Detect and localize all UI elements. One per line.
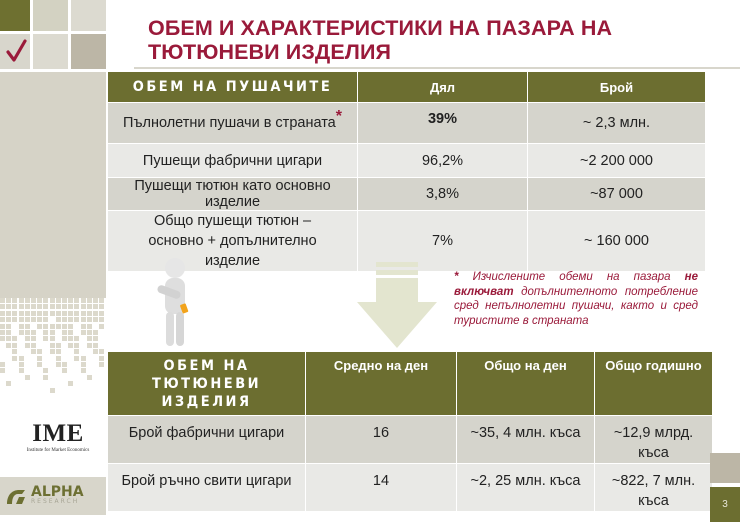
deco-tile — [0, 0, 30, 31]
deco-pixel — [50, 388, 55, 393]
deco-pixel — [99, 349, 104, 354]
deco-pixel — [25, 298, 30, 303]
deco-pixel — [99, 324, 104, 329]
deco-pixel — [50, 304, 55, 309]
deco-pixel — [56, 349, 61, 354]
deco-pixel — [74, 356, 79, 361]
deco-pixel — [31, 336, 36, 341]
deco-pixel — [93, 343, 98, 348]
deco-pixel — [6, 317, 11, 322]
deco-pixel — [62, 336, 67, 341]
header-count: Брой — [528, 72, 706, 103]
deco-pixel — [6, 330, 11, 335]
deco-tile — [33, 0, 68, 31]
deco-pixel — [50, 324, 55, 329]
deco-pixel — [68, 304, 73, 309]
deco-pixel — [12, 317, 17, 322]
deco-pixel — [93, 298, 98, 303]
table-row — [108, 178, 706, 211]
deco-pixel — [56, 317, 61, 322]
deco-pixel — [99, 356, 104, 361]
deco-pixel — [12, 298, 17, 303]
deco-pixel — [99, 304, 104, 309]
row-label — [108, 103, 358, 144]
deco-pixel — [25, 336, 30, 341]
deco-pixel — [87, 324, 92, 329]
footnote-emphasis: не включват — [454, 271, 698, 298]
page-number: 3 — [710, 487, 740, 522]
deco-pixel — [43, 336, 48, 341]
deco-pixel — [87, 375, 92, 380]
deco-pixel — [81, 311, 86, 316]
deco-pixel — [99, 311, 104, 316]
deco-pixel — [50, 330, 55, 335]
deco-pixel — [37, 298, 42, 303]
header-products-volume: ОБЕМ НА ТЮТЮНЕВИ ИЗДЕЛИЯ — [108, 352, 306, 416]
deco-pixel — [93, 311, 98, 316]
products-table — [107, 351, 713, 512]
count-value: ~87 000 — [528, 178, 706, 211]
deco-pixel — [87, 336, 92, 341]
deco-pixel — [68, 324, 73, 329]
deco-pixel — [25, 375, 30, 380]
deco-pixel — [68, 311, 73, 316]
deco-pixel — [37, 362, 42, 367]
table-row — [108, 144, 706, 178]
deco-pixel — [62, 330, 67, 335]
avg-day-value: 14 — [306, 464, 457, 512]
table-header-row — [108, 352, 713, 416]
deco-pixel — [43, 304, 48, 309]
smokers-table — [107, 71, 706, 272]
deco-pixel — [37, 311, 42, 316]
deco-pixel — [12, 343, 17, 348]
deco-pixel — [6, 343, 11, 348]
row-label: Пушещи фабрични цигари — [108, 144, 358, 178]
deco-pixel — [19, 356, 24, 361]
deco-pixel — [81, 330, 86, 335]
deco-pixel — [0, 330, 5, 335]
deco-pixel — [56, 362, 61, 367]
table-row — [108, 103, 706, 144]
deco-pixel — [12, 336, 17, 341]
deco-pixel — [0, 336, 5, 341]
deco-pixel — [0, 324, 5, 329]
deco-pixel — [87, 304, 92, 309]
deco-pixel — [62, 317, 67, 322]
title-divider — [134, 67, 740, 69]
row-label: Пушещи тютюн като основно изделие — [108, 178, 358, 211]
deco-pixel — [68, 343, 73, 348]
deco-pixel — [87, 311, 92, 316]
alpha-logo-name: ALPHA — [31, 484, 84, 500]
checkmark-icon — [6, 38, 28, 64]
row-label-text: Пълнолетни пушачи в страната — [123, 115, 336, 131]
deco-pixel — [74, 349, 79, 354]
deco-pixel — [87, 330, 92, 335]
total-day-value: ~2, 25 млн. къса — [457, 464, 595, 512]
deco-pixel — [81, 368, 86, 373]
deco-pixel — [0, 298, 5, 303]
deco-pixel — [19, 311, 24, 316]
deco-panel — [0, 72, 106, 298]
deco-pixel — [43, 317, 48, 322]
footnote-marker: * — [454, 271, 459, 283]
share-value: 39% — [358, 103, 528, 144]
deco-pixel — [19, 304, 24, 309]
deco-pixel — [31, 304, 36, 309]
total-day-value: ~35, 4 млн. къса — [457, 416, 595, 464]
table-row — [108, 464, 713, 512]
count-value: ~2 200 000 — [528, 144, 706, 178]
header-total-day: Общо на ден — [457, 352, 595, 416]
deco-tile — [71, 0, 106, 31]
deco-pixel — [43, 375, 48, 380]
ime-logo — [18, 420, 98, 453]
deco-pixel — [31, 343, 36, 348]
deco-pixel — [31, 330, 36, 335]
count-value: ~ 160 000 — [528, 211, 706, 272]
deco-pixel — [68, 381, 73, 386]
smoker-figure-icon — [145, 258, 205, 350]
deco-pixel — [6, 311, 11, 316]
deco-pixel — [93, 304, 98, 309]
deco-pixel — [50, 298, 55, 303]
deco-pixel — [62, 298, 67, 303]
ime-logo-subtitle: Institute for Market Economics — [26, 448, 90, 453]
deco-pixel — [25, 317, 30, 322]
alpha-research-logo — [5, 484, 84, 507]
deco-pixel — [6, 298, 11, 303]
deco-pixel — [56, 298, 61, 303]
deco-pixel — [50, 336, 55, 341]
deco-pixel-grid — [0, 298, 106, 398]
deco-pixel — [62, 362, 67, 367]
deco-pixel — [93, 317, 98, 322]
deco-pixel — [87, 317, 92, 322]
deco-pixel — [62, 368, 67, 373]
deco-pixel — [62, 311, 67, 316]
deco-pixel — [25, 311, 30, 316]
deco-pixel — [12, 311, 17, 316]
deco-pixel — [81, 356, 86, 361]
deco-pixel — [81, 317, 86, 322]
deco-pixel — [43, 311, 48, 316]
footnote-marker: * — [335, 108, 342, 126]
deco-pixel — [62, 324, 67, 329]
deco-pixel — [68, 336, 73, 341]
deco-pixel — [43, 368, 48, 373]
row-label: Брой фабрични цигари — [108, 416, 306, 464]
deco-pixel — [19, 330, 24, 335]
deco-pixel — [99, 298, 104, 303]
deco-pixel — [37, 324, 42, 329]
deco-pixel — [6, 324, 11, 329]
deco-pixel — [6, 381, 11, 386]
share-value: 3,8% — [358, 178, 528, 211]
deco-pixel — [12, 304, 17, 309]
deco-pixel — [99, 362, 104, 367]
deco-pixel — [6, 336, 11, 341]
deco-pixel — [50, 343, 55, 348]
row-label: Общо пушещи тютюн – основно + допълнително изделие — [108, 211, 358, 272]
deco-pixel — [87, 298, 92, 303]
down-arrow-icon — [355, 262, 439, 348]
deco-pixel — [56, 343, 61, 348]
share-value: 7% — [358, 211, 528, 272]
deco-pixel — [19, 298, 24, 303]
deco-pixel — [50, 349, 55, 354]
footnote-text — [454, 270, 698, 328]
header-smokers-volume: ОБЕМ НА ПУШАЧИТЕ — [108, 72, 358, 103]
deco-pixel — [6, 304, 11, 309]
deco-pixel — [74, 304, 79, 309]
deco-pixel — [0, 311, 5, 316]
deco-pixel — [62, 304, 67, 309]
deco-pixel — [0, 304, 5, 309]
deco-pixel — [19, 368, 24, 373]
deco-pixel — [19, 362, 24, 367]
deco-pixel — [56, 304, 61, 309]
deco-pixel — [37, 304, 42, 309]
deco-pixel — [87, 343, 92, 348]
deco-pixel — [93, 336, 98, 341]
deco-pixel — [81, 362, 86, 367]
table-header-row — [108, 72, 706, 103]
page-title: ОБЕМ И ХАРАКТЕРИСТИКИ НА ПАЗАРА НА ТЮТЮНЕВИ ИЗДЕЛИЯ — [148, 16, 613, 64]
deco-pixel — [31, 311, 36, 316]
footnote-part: Изчислените обеми на пазара — [458, 271, 685, 283]
deco-tile — [33, 34, 68, 69]
deco-tile — [710, 453, 740, 483]
deco-pixel — [25, 324, 30, 329]
deco-pixel — [74, 317, 79, 322]
footnote-part: допълнителното потребление сред непълнолетни пушачи, както и сред туристите в страната — [454, 285, 698, 327]
deco-pixel — [81, 304, 86, 309]
deco-pixel — [74, 336, 79, 341]
deco-pixel — [31, 349, 36, 354]
deco-pixel — [0, 362, 5, 367]
deco-pixel — [74, 343, 79, 348]
deco-pixel — [74, 311, 79, 316]
deco-pixel — [25, 330, 30, 335]
deco-pixel — [43, 298, 48, 303]
ime-logo-name: IME — [32, 420, 84, 447]
deco-pixel — [56, 324, 61, 329]
header-total-year: Общо годишно — [595, 352, 713, 416]
total-year-value: ~822, 7 млн. къса — [595, 464, 713, 512]
avg-day-value: 16 — [306, 416, 457, 464]
deco-pixel — [68, 298, 73, 303]
deco-pixel — [93, 330, 98, 335]
header-share: Дял — [358, 72, 528, 103]
deco-pixel — [12, 356, 17, 361]
deco-pixel — [74, 298, 79, 303]
deco-pixel — [50, 311, 55, 316]
deco-pixel — [68, 330, 73, 335]
alpha-logo-icon — [5, 488, 27, 506]
deco-pixel — [19, 317, 24, 322]
deco-pixel — [81, 298, 86, 303]
deco-pixel — [37, 356, 42, 361]
deco-pixel — [93, 349, 98, 354]
deco-pixel — [37, 349, 42, 354]
deco-pixel — [0, 317, 5, 322]
alpha-logo-subtitle: RESEARCH — [31, 498, 80, 505]
deco-pixel — [43, 324, 48, 329]
deco-pixel — [37, 317, 42, 322]
deco-pixel — [56, 311, 61, 316]
deco-pixel — [31, 298, 36, 303]
deco-pixel — [0, 368, 5, 373]
row-label: Брой ръчно свити цигари — [108, 464, 306, 512]
deco-pixel — [68, 317, 73, 322]
deco-pixel — [19, 324, 24, 329]
deco-pixel — [56, 356, 61, 361]
deco-pixel — [25, 304, 30, 309]
deco-tile — [71, 34, 106, 69]
share-value: 96,2% — [358, 144, 528, 178]
table-row — [108, 416, 713, 464]
deco-pixel — [31, 317, 36, 322]
deco-pixel — [12, 349, 17, 354]
deco-pixel — [99, 317, 104, 322]
deco-pixel — [81, 324, 86, 329]
deco-pixel — [43, 330, 48, 335]
total-year-value: ~12,9 млрд. къса — [595, 416, 713, 464]
header-avg-day: Средно на ден — [306, 352, 457, 416]
count-value: ~ 2,3 млн. — [528, 103, 706, 144]
deco-pixel — [25, 343, 30, 348]
